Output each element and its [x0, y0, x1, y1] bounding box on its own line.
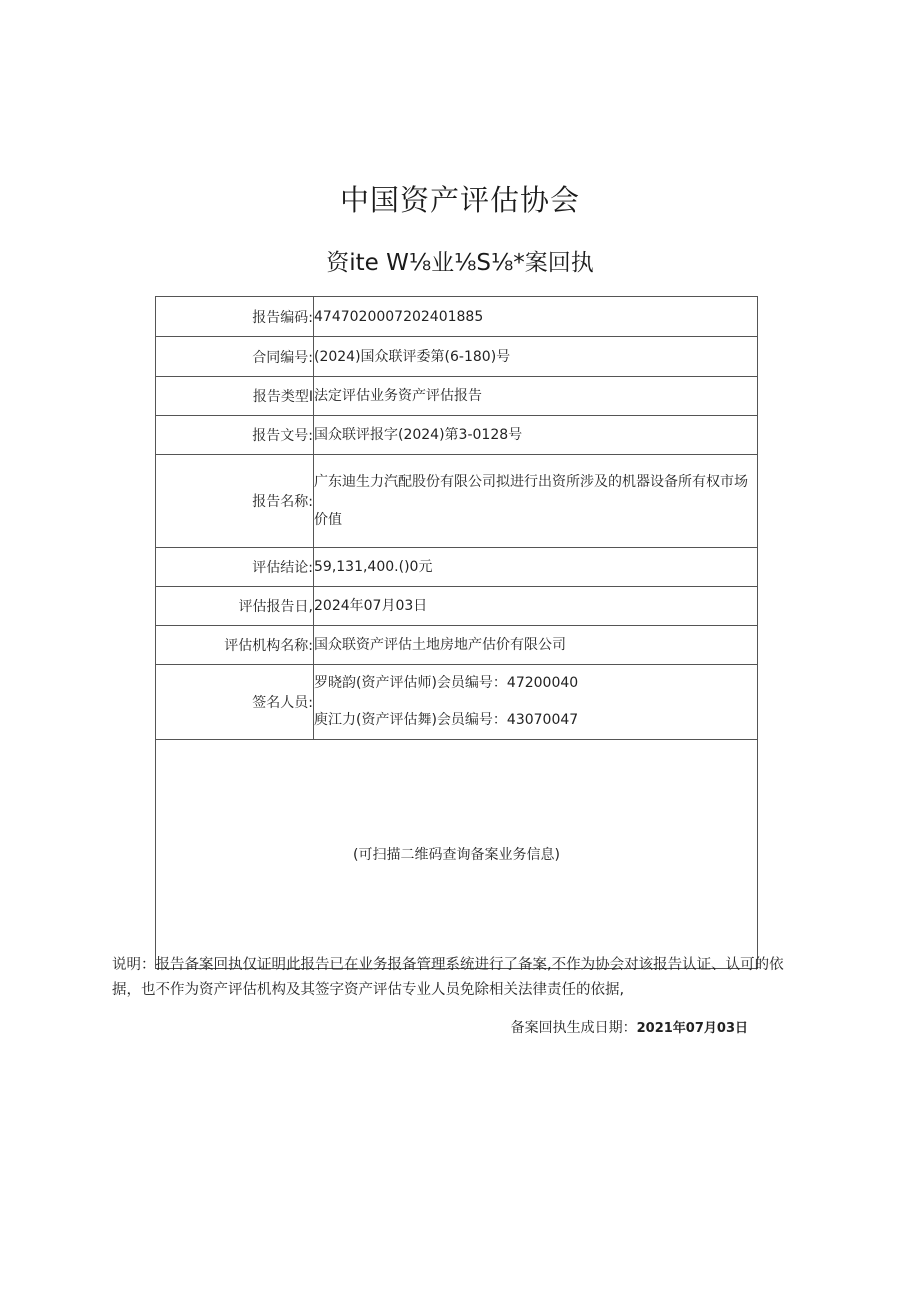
conclusion-label: 评估结论: [156, 548, 314, 587]
signer-1: 罗晓韵(资产评估师)会员编号：47200040 [314, 675, 579, 691]
page-title: 中国资产评估协会 [339, 183, 580, 217]
report-name-value: 广东迪生力汽配股份有限公司拟进行出资所涉及的机器设备所有权市场价值 [314, 455, 758, 548]
table-row [156, 337, 758, 377]
report-doc-number-label: 报告文号: [156, 416, 314, 455]
table-row [156, 416, 758, 455]
report-name-label: 报告名称: [156, 455, 314, 548]
signer-2: 庾江力(资产评估舞)会员编号：43070047 [314, 712, 579, 728]
table-row [156, 377, 758, 416]
report-type-label: 报告类型I [156, 377, 314, 416]
report-date-value: 2024年07月03日 [314, 587, 758, 626]
table-row [156, 740, 758, 969]
report-code-label: 报告编码: [156, 297, 314, 337]
signers-value [314, 665, 758, 740]
disclaimer-note: 说明：报告备案回执仅证明此报告已在业务报备管理系统进行了备案,不作为协会对该报告认证、认可的依据，也不作为资产评估机构及其签字资产评估专业人员免除相关法律责任的依据, [112, 957, 784, 998]
report-date-label: 评估报告日, [156, 587, 314, 626]
report-code-value: 4747020007202401885 [314, 297, 758, 337]
table-row [156, 297, 758, 337]
table-row [156, 665, 758, 740]
record-table [155, 296, 758, 969]
table-row [156, 626, 758, 665]
generation-date-label: 备案回执生成日期： [510, 1020, 637, 1036]
contract-number-value: (2024)国众联评委第(6-180)号 [314, 337, 758, 377]
agency-name-label: 评估机构名称: [156, 626, 314, 665]
generation-date [0, 1017, 748, 1037]
table-row [156, 548, 758, 587]
agency-name-value: 国众联资产评估土地房地产估价有限公司 [314, 626, 758, 665]
signers-label: 签名人员: [156, 665, 314, 740]
table-row [156, 587, 758, 626]
page-subtitle: 资ite W⅛业⅛S⅛*案回执 [326, 250, 594, 276]
report-type-value: 法定评估业务资产评估报告 [314, 377, 758, 416]
report-doc-number-value: 国众联评报字(2024)第3-0128号 [314, 416, 758, 455]
conclusion-value: 59,131,400.()0元 [314, 548, 758, 587]
generation-date-value: 2021年07月03日 [636, 1021, 748, 1036]
qr-caption: (可扫描二维码查询备案业务信息) [353, 847, 560, 863]
qr-code-area [156, 740, 758, 969]
contract-number-label: 合同编号: [156, 337, 314, 377]
table-row [156, 455, 758, 548]
